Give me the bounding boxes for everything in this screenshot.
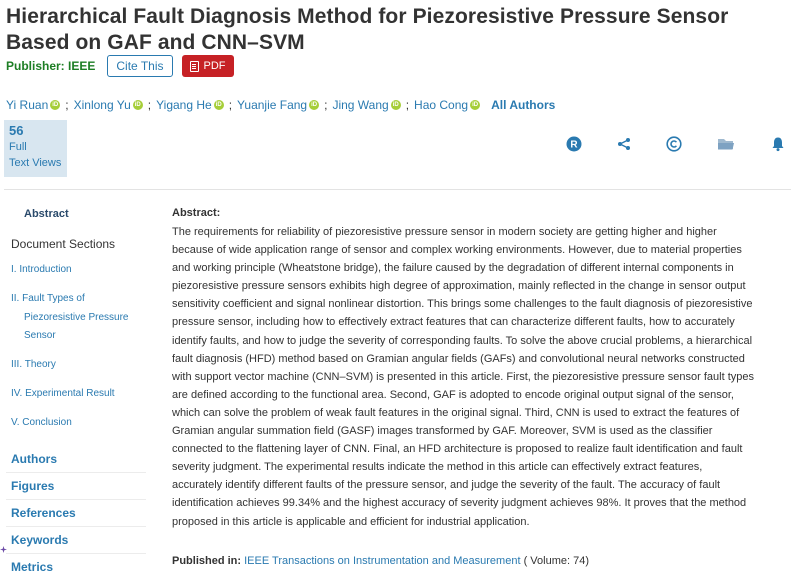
- sidebar-item-conclusion[interactable]: V. Conclusion: [11, 417, 72, 428]
- abstract-line: identification achieves 99.34% and the highest accuracy of severity judgment achieves 98%. It proves that the method: [172, 497, 747, 510]
- copyright-icon[interactable]: [665, 135, 683, 153]
- author-link[interactable]: Yigang He: [156, 98, 212, 112]
- abstract-line: pressure sensor, including how to effectively extract features that can characterize different faults, how to accurately: [172, 316, 735, 329]
- orcid-icon[interactable]: iD: [52, 102, 59, 108]
- abstract-heading: Abstract:: [172, 207, 221, 219]
- sidebar-item-experimental-result[interactable]: IV. Experimental Result: [11, 388, 115, 399]
- sidebar-item-authors[interactable]: Authors: [11, 452, 57, 466]
- author-separator: ;: [228, 98, 233, 112]
- sidebar-item-abstract[interactable]: Abstract: [24, 208, 69, 220]
- author-link[interactable]: Hao Cong: [414, 98, 469, 112]
- publisher-row: [6, 55, 234, 77]
- svg-text:R: R: [570, 139, 578, 151]
- sparkle-icon: [0, 546, 7, 553]
- published-in-label: Published in:: [172, 555, 242, 567]
- all-authors-link[interactable]: All Authors: [491, 98, 556, 112]
- metric-count: 56: [9, 123, 24, 138]
- orcid-icon[interactable]: iD: [472, 102, 479, 108]
- sidebar-item-fault-types-line3[interactable]: Sensor: [24, 330, 56, 341]
- journal-link[interactable]: IEEE Transactions on Instrumentation and Measurement: [244, 555, 521, 567]
- article-toolbar: [0, 135, 799, 153]
- abstract-line: are defined according to the functional area. Second, GAF is adopted to encode original output signal of the sensor,: [172, 388, 734, 401]
- abstract-line: Gramian angular summation field (GASF) images transformed by GAF. Moreover, SVM is used as the classifier: [172, 425, 713, 438]
- header-divider: [4, 189, 791, 190]
- abstract-text: [172, 223, 787, 531]
- publisher-label: Publisher: IEEE: [6, 59, 96, 73]
- abstract-line: connected to the flattening layer of CNN. Final, an HFD architecture is proposed to realize fault identification and fault: [172, 443, 743, 456]
- abstract-line: which can solve the problem of weak fault features in the original signal. Third, CNN is used to extract the features of: [172, 406, 740, 419]
- abstract-line: severity judgment. The experimental results indicate the method in this article can effectively extract features,: [172, 461, 703, 474]
- pdf-button-label: PDF: [203, 60, 226, 72]
- sidebar-item-figures[interactable]: Figures: [11, 479, 55, 493]
- abstract-line: accurately identify different faults of the pressure sensor, and judge the severity of the fault. The accuracy of fault: [172, 479, 721, 492]
- sidebar-item-theory[interactable]: III. Theory: [11, 359, 56, 370]
- sidebar-divider: [6, 553, 146, 554]
- orcid-icon[interactable]: iD: [311, 102, 318, 108]
- author-separator: ;: [324, 98, 328, 112]
- pdf-button[interactable]: [182, 55, 234, 77]
- orcid-icon[interactable]: iD: [215, 102, 222, 108]
- cite-this-button[interactable]: Cite This: [107, 55, 172, 77]
- rights-icon[interactable]: [565, 135, 583, 153]
- metric-label-line2: Text Views: [9, 157, 62, 169]
- author-link[interactable]: Yuanjie Fang: [237, 98, 308, 112]
- abstract-line: fault diagnosis (HFD) method based on Gramian angular fields (GAFs) and convolutional neural networks constructed: [172, 352, 745, 365]
- alert-bell-icon[interactable]: [769, 135, 787, 153]
- abstract-line: identify faults, and how to judge the severity of corresponding faults. To solve the above crucial problems, a hierarchical: [172, 334, 753, 347]
- sidebar-item-metrics[interactable]: Metrics: [11, 560, 54, 572]
- folder-icon[interactable]: [717, 135, 735, 153]
- sidebar-item-introduction[interactable]: I. Introduction: [11, 264, 72, 275]
- abstract-line: The requirements for reliability of piezoresistive pressure sensor in modern society are getting higher and higher: [172, 226, 717, 238]
- abstract-line: and working principle (Wheatstone bridge), the failure caused by the degradation of different internal components in: [172, 262, 734, 275]
- abstract-line: proposed in this article is applicable and efficient for industrial application.: [172, 515, 530, 528]
- abstract-line: sensitivity coefficient and signal nonlinear distortion. This brings some challenges to the fault diagnosis of piezoresistive: [172, 298, 753, 311]
- metric-label-line1: Full: [9, 141, 27, 153]
- share-icon[interactable]: [615, 135, 633, 153]
- author-list: [6, 97, 555, 113]
- author-separator: ;: [147, 98, 152, 112]
- author-separator: ;: [65, 98, 69, 112]
- sidebar-divider: [6, 472, 146, 473]
- author-separator: ;: [405, 98, 410, 112]
- document-sections-heading: Document Sections: [11, 237, 116, 251]
- sidebar-divider: [6, 526, 146, 527]
- pdf-file-icon: [190, 61, 199, 72]
- author-link[interactable]: Yi Ruan: [6, 98, 49, 112]
- author-link[interactable]: Jing Wang: [332, 98, 389, 112]
- abstract-line: with support vector machine (CNN–SVM) is presented in this article. First, the piezoresistive pressure sensor fault types: [172, 370, 755, 383]
- abstract-line: because of wide application range of sensor and complex working environments. However, due to material properties: [172, 244, 742, 257]
- orcid-icon[interactable]: iD: [134, 102, 141, 108]
- sidebar-item-references[interactable]: References: [11, 506, 76, 520]
- author-link[interactable]: Xinlong Yu: [73, 98, 131, 112]
- abstract-line: piezoresistive pressure sensors exhibits high degree of approximation, mainly reflected in the change in sensor output: [172, 280, 746, 293]
- sidebar-item-fault-types-line2[interactable]: Piezoresistive Pressure: [24, 312, 129, 323]
- article-title: Hierarchical Fault Diagnosis Method for Piezoresistive Pressure Sensor Based on GAF and CNN–SVM: [6, 5, 729, 54]
- orcid-icon[interactable]: iD: [392, 102, 399, 108]
- sidebar-item-keywords[interactable]: Keywords: [11, 533, 69, 547]
- sidebar-divider: [6, 499, 146, 500]
- sidebar-item-fault-types[interactable]: II. Fault Types of: [11, 293, 85, 304]
- published-in: [172, 555, 589, 567]
- journal-volume: ( Volume: 74): [523, 555, 589, 567]
